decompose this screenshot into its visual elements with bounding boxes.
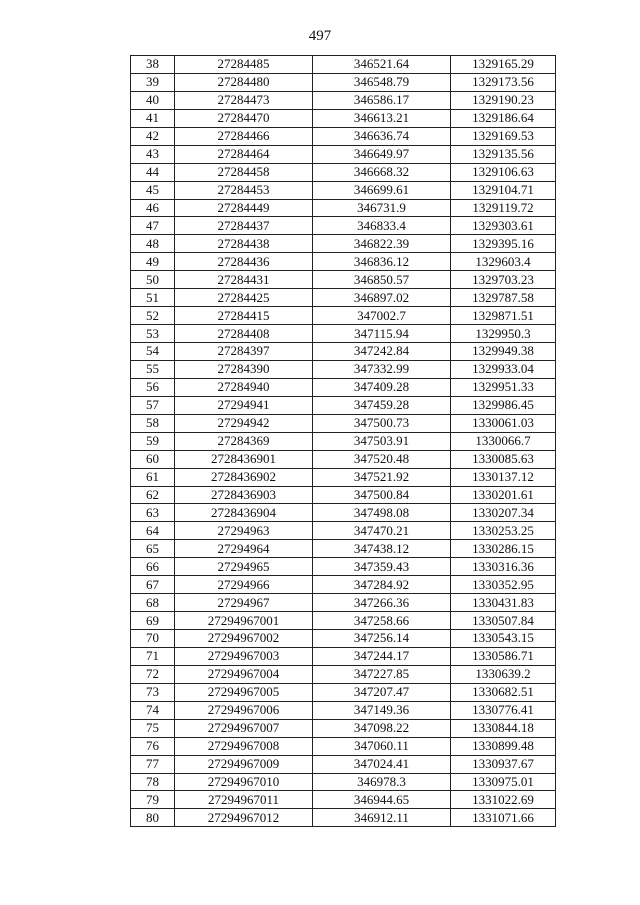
table-row xyxy=(131,145,556,163)
table-row xyxy=(131,594,556,612)
point-id-cell: 27294967004 xyxy=(175,665,313,683)
table-row xyxy=(131,199,556,217)
x-coordinate-cell: 347284.92 xyxy=(313,576,451,594)
x-coordinate-cell: 346944.65 xyxy=(313,791,451,809)
y-coordinate-cell: 1329106.63 xyxy=(451,163,556,181)
table-row xyxy=(131,289,556,307)
y-coordinate-cell: 1329951.33 xyxy=(451,378,556,396)
x-coordinate-cell: 347459.28 xyxy=(313,396,451,414)
x-coordinate-cell: 346586.17 xyxy=(313,91,451,109)
y-coordinate-cell: 1330085.63 xyxy=(451,450,556,468)
table-row xyxy=(131,235,556,253)
x-coordinate-cell: 347500.73 xyxy=(313,414,451,432)
y-coordinate-cell: 1329703.23 xyxy=(451,271,556,289)
y-coordinate-cell: 1329119.72 xyxy=(451,199,556,217)
y-coordinate-cell: 1330253.25 xyxy=(451,522,556,540)
point-id-cell: 27294965 xyxy=(175,558,313,576)
x-coordinate-cell: 347332.99 xyxy=(313,360,451,378)
table-row xyxy=(131,522,556,540)
y-coordinate-cell: 1329169.53 xyxy=(451,127,556,145)
y-coordinate-cell: 1329135.56 xyxy=(451,145,556,163)
point-number-cell: 53 xyxy=(131,325,175,343)
point-number-cell: 56 xyxy=(131,378,175,396)
table-row xyxy=(131,665,556,683)
y-coordinate-cell: 1329190.23 xyxy=(451,91,556,109)
x-coordinate-cell: 347266.36 xyxy=(313,594,451,612)
x-coordinate-cell: 347409.28 xyxy=(313,378,451,396)
table-row xyxy=(131,701,556,719)
point-id-cell: 27294941 xyxy=(175,396,313,414)
point-number-cell: 63 xyxy=(131,504,175,522)
y-coordinate-cell: 1329787.58 xyxy=(451,289,556,307)
y-coordinate-cell: 1331071.66 xyxy=(451,809,556,827)
table-row xyxy=(131,163,556,181)
point-id-cell: 27284453 xyxy=(175,181,313,199)
point-id-cell: 27294967012 xyxy=(175,809,313,827)
point-id-cell: 27284437 xyxy=(175,217,313,235)
point-number-cell: 79 xyxy=(131,791,175,809)
point-number-cell: 76 xyxy=(131,737,175,755)
point-number-cell: 64 xyxy=(131,522,175,540)
y-coordinate-cell: 1330776.41 xyxy=(451,701,556,719)
table-row xyxy=(131,576,556,594)
x-coordinate-cell: 347024.41 xyxy=(313,755,451,773)
point-number-cell: 75 xyxy=(131,719,175,737)
table-row xyxy=(131,414,556,432)
point-number-cell: 44 xyxy=(131,163,175,181)
x-coordinate-cell: 346649.97 xyxy=(313,145,451,163)
table-row xyxy=(131,56,556,74)
point-id-cell: 27284470 xyxy=(175,109,313,127)
y-coordinate-cell: 1331022.69 xyxy=(451,791,556,809)
y-coordinate-cell: 1330316.36 xyxy=(451,558,556,576)
table-row xyxy=(131,73,556,91)
point-id-cell: 27284473 xyxy=(175,91,313,109)
y-coordinate-cell: 1330066.7 xyxy=(451,432,556,450)
point-number-cell: 41 xyxy=(131,109,175,127)
table-row xyxy=(131,647,556,665)
point-id-cell: 27294966 xyxy=(175,576,313,594)
x-coordinate-cell: 346548.79 xyxy=(313,73,451,91)
point-number-cell: 55 xyxy=(131,360,175,378)
x-coordinate-cell: 347503.91 xyxy=(313,432,451,450)
x-coordinate-cell: 347242.84 xyxy=(313,343,451,361)
point-id-cell: 27284449 xyxy=(175,199,313,217)
point-number-cell: 39 xyxy=(131,73,175,91)
table-row xyxy=(131,755,556,773)
point-number-cell: 58 xyxy=(131,414,175,432)
point-id-cell: 27284466 xyxy=(175,127,313,145)
point-number-cell: 72 xyxy=(131,665,175,683)
x-coordinate-cell: 347060.11 xyxy=(313,737,451,755)
table-row xyxy=(131,109,556,127)
y-coordinate-cell: 1330061.03 xyxy=(451,414,556,432)
point-number-cell: 38 xyxy=(131,56,175,74)
y-coordinate-cell: 1330431.83 xyxy=(451,594,556,612)
point-number-cell: 43 xyxy=(131,145,175,163)
point-id-cell: 27294967006 xyxy=(175,701,313,719)
x-coordinate-cell: 346699.61 xyxy=(313,181,451,199)
point-number-cell: 47 xyxy=(131,217,175,235)
point-id-cell: 27284485 xyxy=(175,56,313,74)
x-coordinate-cell: 347207.47 xyxy=(313,683,451,701)
table-row xyxy=(131,504,556,522)
point-number-cell: 67 xyxy=(131,576,175,594)
x-coordinate-cell: 346912.11 xyxy=(313,809,451,827)
point-number-cell: 73 xyxy=(131,683,175,701)
point-number-cell: 77 xyxy=(131,755,175,773)
y-coordinate-cell: 1329871.51 xyxy=(451,307,556,325)
point-id-cell: 2728436902 xyxy=(175,468,313,486)
point-number-cell: 69 xyxy=(131,612,175,630)
point-id-cell: 27294942 xyxy=(175,414,313,432)
point-id-cell: 27294967002 xyxy=(175,630,313,648)
table-row xyxy=(131,630,556,648)
point-id-cell: 2728436904 xyxy=(175,504,313,522)
y-coordinate-cell: 1330207.34 xyxy=(451,504,556,522)
point-id-cell: 27284940 xyxy=(175,378,313,396)
x-coordinate-cell: 346978.3 xyxy=(313,773,451,791)
point-number-cell: 71 xyxy=(131,647,175,665)
point-id-cell: 27284415 xyxy=(175,307,313,325)
table-row xyxy=(131,468,556,486)
point-number-cell: 65 xyxy=(131,540,175,558)
y-coordinate-cell: 1330137.12 xyxy=(451,468,556,486)
x-coordinate-cell: 346822.39 xyxy=(313,235,451,253)
point-number-cell: 45 xyxy=(131,181,175,199)
table-row xyxy=(131,540,556,558)
point-id-cell: 27294964 xyxy=(175,540,313,558)
y-coordinate-cell: 1329949.38 xyxy=(451,343,556,361)
y-coordinate-cell: 1329950.3 xyxy=(451,325,556,343)
x-coordinate-cell: 346636.74 xyxy=(313,127,451,145)
coordinates-table-body xyxy=(131,56,556,827)
x-coordinate-cell: 346731.9 xyxy=(313,199,451,217)
y-coordinate-cell: 1329173.56 xyxy=(451,73,556,91)
point-number-cell: 59 xyxy=(131,432,175,450)
x-coordinate-cell: 347438.12 xyxy=(313,540,451,558)
point-number-cell: 61 xyxy=(131,468,175,486)
point-number-cell: 51 xyxy=(131,289,175,307)
table-row xyxy=(131,809,556,827)
point-id-cell: 27284480 xyxy=(175,73,313,91)
x-coordinate-cell: 347149.36 xyxy=(313,701,451,719)
point-id-cell: 27294967008 xyxy=(175,737,313,755)
table-row xyxy=(131,396,556,414)
point-id-cell: 27294967001 xyxy=(175,612,313,630)
page-number: 497 xyxy=(308,28,332,44)
point-id-cell: 2728436901 xyxy=(175,450,313,468)
y-coordinate-cell: 1330899.48 xyxy=(451,737,556,755)
table-row xyxy=(131,217,556,235)
point-id-cell: 27284464 xyxy=(175,145,313,163)
y-coordinate-cell: 1329165.29 xyxy=(451,56,556,74)
point-id-cell: 27294967009 xyxy=(175,755,313,773)
x-coordinate-cell: 346833.4 xyxy=(313,217,451,235)
y-coordinate-cell: 1330639.2 xyxy=(451,665,556,683)
x-coordinate-cell: 347244.17 xyxy=(313,647,451,665)
table-row xyxy=(131,683,556,701)
point-number-cell: 66 xyxy=(131,558,175,576)
point-id-cell: 27284408 xyxy=(175,325,313,343)
x-coordinate-cell: 346613.21 xyxy=(313,109,451,127)
y-coordinate-cell: 1329303.61 xyxy=(451,217,556,235)
table-row xyxy=(131,271,556,289)
point-number-cell: 48 xyxy=(131,235,175,253)
point-number-cell: 60 xyxy=(131,450,175,468)
point-id-cell: 27284438 xyxy=(175,235,313,253)
x-coordinate-cell: 346897.02 xyxy=(313,289,451,307)
x-coordinate-cell: 347002.7 xyxy=(313,307,451,325)
y-coordinate-cell: 1329603.4 xyxy=(451,253,556,271)
y-coordinate-cell: 1329104.71 xyxy=(451,181,556,199)
table-row xyxy=(131,791,556,809)
y-coordinate-cell: 1329186.64 xyxy=(451,109,556,127)
x-coordinate-cell: 347098.22 xyxy=(313,719,451,737)
table-row xyxy=(131,343,556,361)
coordinates-table xyxy=(130,55,556,827)
y-coordinate-cell: 1330844.18 xyxy=(451,719,556,737)
point-id-cell: 27294967010 xyxy=(175,773,313,791)
x-coordinate-cell: 346850.57 xyxy=(313,271,451,289)
table-row xyxy=(131,773,556,791)
point-id-cell: 27294967005 xyxy=(175,683,313,701)
x-coordinate-cell: 347470.21 xyxy=(313,522,451,540)
point-id-cell: 27294967003 xyxy=(175,647,313,665)
x-coordinate-cell: 347521.92 xyxy=(313,468,451,486)
point-id-cell: 27284458 xyxy=(175,163,313,181)
x-coordinate-cell: 346836.12 xyxy=(313,253,451,271)
y-coordinate-cell: 1330586.71 xyxy=(451,647,556,665)
point-id-cell: 27284425 xyxy=(175,289,313,307)
table-row xyxy=(131,612,556,630)
table-row xyxy=(131,307,556,325)
table-row xyxy=(131,360,556,378)
table-row xyxy=(131,378,556,396)
table-row xyxy=(131,91,556,109)
y-coordinate-cell: 1329933.04 xyxy=(451,360,556,378)
point-number-cell: 57 xyxy=(131,396,175,414)
point-id-cell: 2728436903 xyxy=(175,486,313,504)
point-number-cell: 70 xyxy=(131,630,175,648)
y-coordinate-cell: 1330201.61 xyxy=(451,486,556,504)
point-number-cell: 49 xyxy=(131,253,175,271)
table-row xyxy=(131,432,556,450)
point-id-cell: 27284369 xyxy=(175,432,313,450)
point-id-cell: 27284431 xyxy=(175,271,313,289)
x-coordinate-cell: 346521.64 xyxy=(313,56,451,74)
y-coordinate-cell: 1329395.16 xyxy=(451,235,556,253)
y-coordinate-cell: 1329986.45 xyxy=(451,396,556,414)
x-coordinate-cell: 347500.84 xyxy=(313,486,451,504)
table-row xyxy=(131,558,556,576)
y-coordinate-cell: 1330975.01 xyxy=(451,773,556,791)
x-coordinate-cell: 347256.14 xyxy=(313,630,451,648)
point-id-cell: 27294967 xyxy=(175,594,313,612)
point-id-cell: 27294963 xyxy=(175,522,313,540)
table-row xyxy=(131,737,556,755)
y-coordinate-cell: 1330682.51 xyxy=(451,683,556,701)
point-number-cell: 62 xyxy=(131,486,175,504)
table-row xyxy=(131,127,556,145)
y-coordinate-cell: 1330352.95 xyxy=(451,576,556,594)
y-coordinate-cell: 1330937.67 xyxy=(451,755,556,773)
point-id-cell: 27284397 xyxy=(175,343,313,361)
y-coordinate-cell: 1330286.15 xyxy=(451,540,556,558)
x-coordinate-cell: 347359.43 xyxy=(313,558,451,576)
point-id-cell: 27284390 xyxy=(175,360,313,378)
table-row xyxy=(131,486,556,504)
x-coordinate-cell: 347498.08 xyxy=(313,504,451,522)
point-id-cell: 27294967011 xyxy=(175,791,313,809)
point-number-cell: 42 xyxy=(131,127,175,145)
point-id-cell: 27294967007 xyxy=(175,719,313,737)
table-row xyxy=(131,181,556,199)
y-coordinate-cell: 1330507.84 xyxy=(451,612,556,630)
table-row xyxy=(131,719,556,737)
point-id-cell: 27284436 xyxy=(175,253,313,271)
point-number-cell: 52 xyxy=(131,307,175,325)
point-number-cell: 50 xyxy=(131,271,175,289)
point-number-cell: 40 xyxy=(131,91,175,109)
table-row xyxy=(131,325,556,343)
table-row xyxy=(131,450,556,468)
point-number-cell: 74 xyxy=(131,701,175,719)
y-coordinate-cell: 1330543.15 xyxy=(451,630,556,648)
x-coordinate-cell: 347258.66 xyxy=(313,612,451,630)
x-coordinate-cell: 347520.48 xyxy=(313,450,451,468)
point-number-cell: 54 xyxy=(131,343,175,361)
point-number-cell: 68 xyxy=(131,594,175,612)
point-number-cell: 78 xyxy=(131,773,175,791)
x-coordinate-cell: 346668.32 xyxy=(313,163,451,181)
point-number-cell: 80 xyxy=(131,809,175,827)
point-number-cell: 46 xyxy=(131,199,175,217)
x-coordinate-cell: 347227.85 xyxy=(313,665,451,683)
table-row xyxy=(131,253,556,271)
x-coordinate-cell: 347115.94 xyxy=(313,325,451,343)
